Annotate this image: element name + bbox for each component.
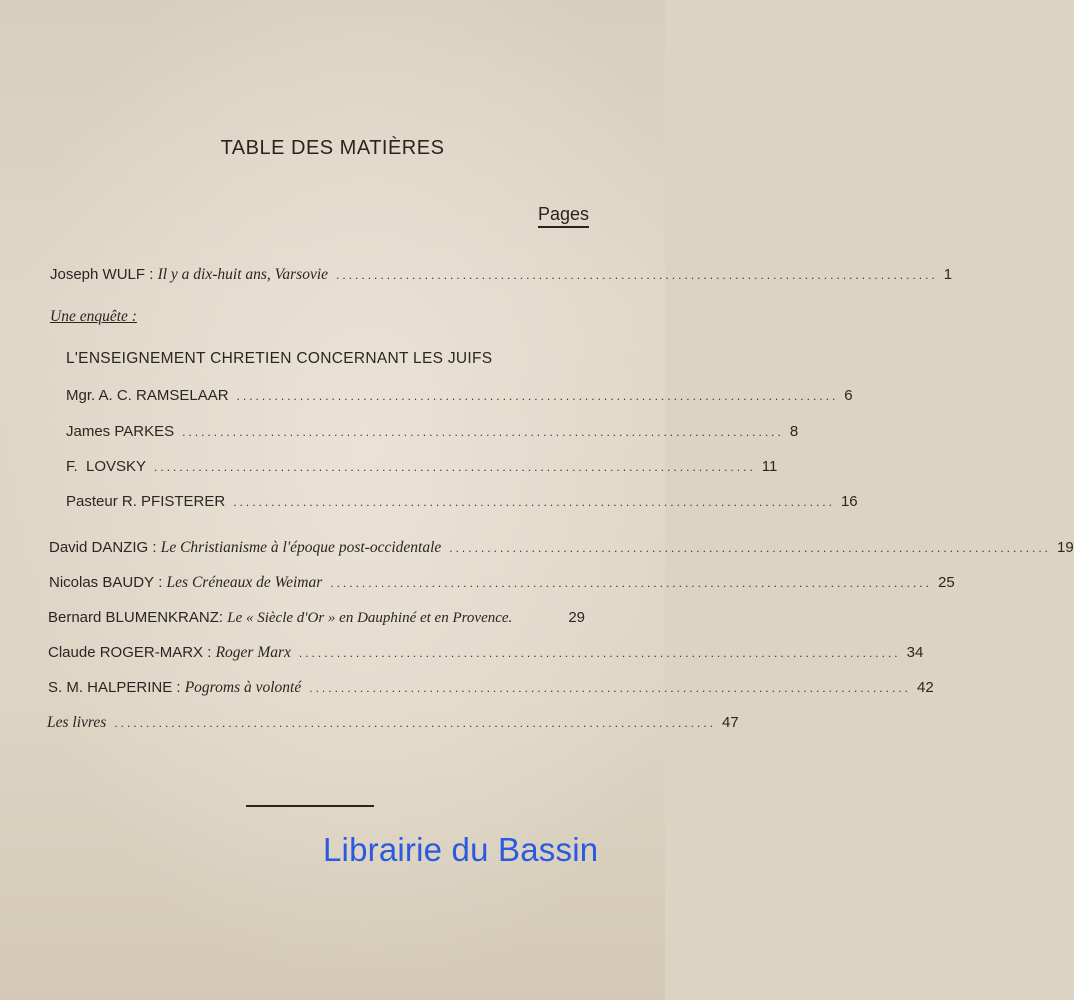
- toc-author: Pasteur R. PFISTERER: [66, 493, 226, 510]
- dot-leader: ...............................................................................................: [233, 495, 835, 509]
- toc-entry: [48, 641, 924, 665]
- toc-title: Roger Marx: [215, 644, 291, 661]
- toc-page-number: 29: [568, 609, 585, 626]
- toc-author: S. M. HALPERINE: [48, 679, 173, 696]
- toc-entry: [50, 263, 953, 287]
- dot-leader: ...............................................................................................: [449, 541, 1051, 555]
- toc-entry: [47, 711, 739, 735]
- toc-entry: [48, 606, 585, 630]
- page-title: TABLE DES MATIÈRES: [220, 137, 445, 159]
- toc-title: Les Créneaux de Weimar: [166, 574, 323, 591]
- toc-page-number: 16: [840, 493, 858, 510]
- toc-author: F. LOVSKY: [66, 458, 147, 475]
- toc-title: Les livres: [47, 714, 107, 731]
- toc-separator: :: [145, 266, 158, 283]
- toc-entry: [66, 490, 858, 514]
- toc-author: Mgr. A. C. RAMSELAAR: [66, 387, 229, 404]
- toc-separator: :: [148, 539, 161, 556]
- toc-page-number: 47: [722, 714, 739, 731]
- toc-page-number: 8: [789, 423, 799, 440]
- dot-leader: ...............................................................................................: [309, 681, 911, 695]
- toc-entry: [66, 455, 778, 479]
- section-heading: L'ENSEIGNEMENT CHRETIEN CONCERNANT LES JUIFS: [66, 350, 493, 367]
- toc-separator: :: [172, 679, 185, 696]
- toc-page-number: 34: [906, 644, 924, 661]
- toc-title: Il y a dix-huit ans, Varsovie: [157, 266, 329, 283]
- toc-title: Le Christianisme à l'époque post-occidentale: [160, 539, 442, 556]
- toc-author: Bernard BLUMENKRANZ:: [48, 609, 224, 626]
- enquete-label: Une enquête :: [50, 308, 137, 325]
- dot-leader: ...............................................................................................: [154, 460, 756, 474]
- watermark-text: Librairie du Bassin: [323, 831, 599, 868]
- dot-leader: ...............................................................................................: [236, 389, 839, 403]
- toc-page-number: 19: [1057, 539, 1074, 556]
- toc-page-number: 1: [943, 266, 953, 283]
- toc-entry: [49, 536, 1074, 560]
- toc-entry: [48, 676, 934, 700]
- toc-separator: :: [203, 644, 216, 661]
- dot-leader: ...............................................................................................: [114, 716, 717, 730]
- toc-entry: [49, 571, 955, 595]
- toc-page-number: 42: [916, 679, 934, 696]
- toc-separator: :: [154, 574, 167, 591]
- toc-page-number: 11: [761, 458, 778, 475]
- toc-author: David DANZIG: [49, 539, 149, 556]
- toc-page-number: 25: [937, 574, 955, 591]
- dot-leader: ...............................................................................................: [298, 646, 901, 660]
- closing-rule: [246, 805, 374, 807]
- toc-page-number: 6: [844, 387, 853, 404]
- toc-author: Nicolas BAUDY: [49, 574, 155, 591]
- dot-leader: ...............................................................................................: [182, 425, 784, 439]
- pages-column-header: Pages: [538, 203, 589, 228]
- toc-title: Pogroms à volonté: [184, 679, 302, 696]
- toc-author: Joseph WULF: [50, 266, 146, 283]
- toc-author: Claude ROGER-MARX: [48, 644, 204, 661]
- toc-entry: [66, 384, 853, 408]
- toc-author: James PARKES: [66, 423, 175, 440]
- toc-entry: [66, 420, 799, 444]
- toc-title: Le « Siècle d'Or » en Dauphiné et en Provence.: [227, 610, 513, 626]
- dot-leader: ...............................................................................................: [336, 268, 938, 282]
- dot-leader: ...............................................................................................: [330, 576, 932, 590]
